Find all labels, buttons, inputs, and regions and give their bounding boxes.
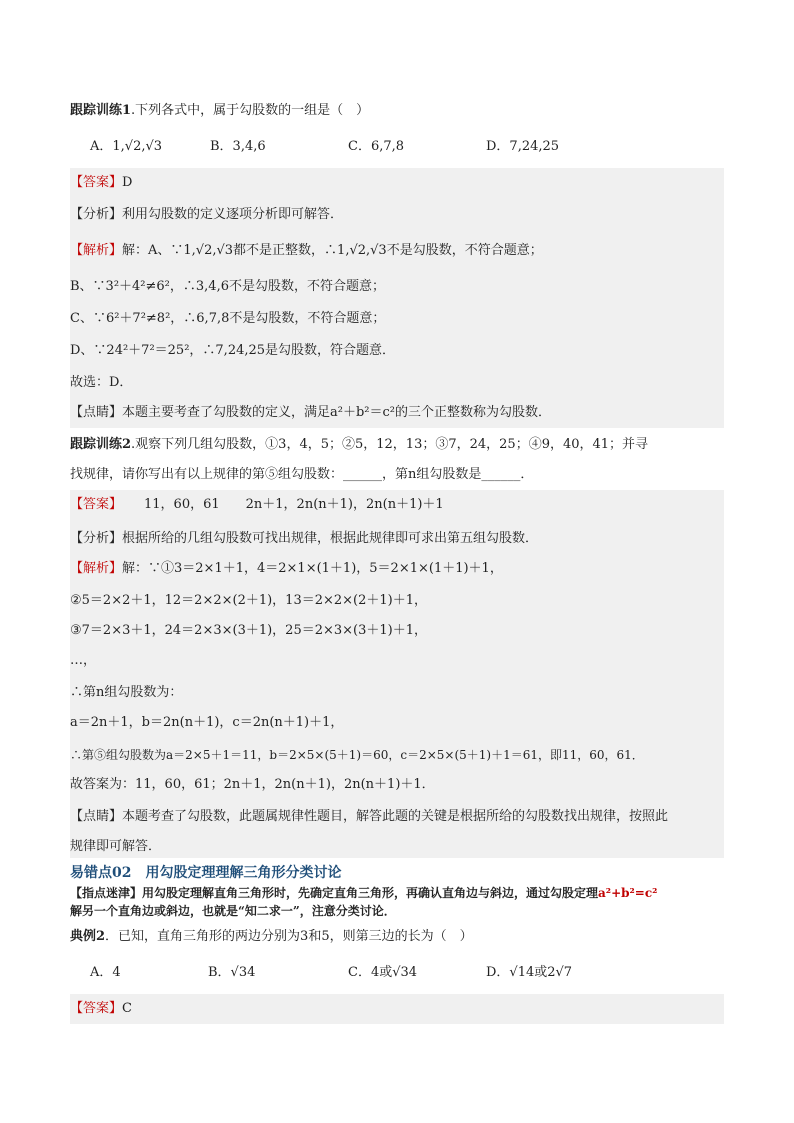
- q3-stem: [70, 928, 473, 946]
- section-tip-line1: [70, 884, 657, 902]
- q2-solution-line: ∴第⑤组勾股数为a＝2×5＋1＝11，b＝2×5×(5＋1)＝60，c＝2×5×(5＋1)＋1＝61，即11，60，61．: [70, 748, 644, 762]
- q2-stem-line1: [70, 436, 648, 454]
- analysis-tag: 【分析】: [70, 207, 123, 222]
- comment-tag: 【点睛】: [70, 809, 123, 824]
- analysis-tag: 【分析】: [70, 531, 123, 546]
- q3-solution-block: [70, 994, 724, 1024]
- q1-solution-line: 故选：D．: [70, 375, 133, 390]
- q3-option-b: B．√34: [208, 965, 256, 980]
- q2-answer: [70, 496, 444, 514]
- tip-tag: 【指点迷津】: [70, 886, 143, 900]
- answer-text: C: [122, 1001, 132, 1016]
- tip-text-2: 解另一个直角边或斜边，也就是“知二求一”，注意分类讨论．: [70, 904, 396, 918]
- q2-solution-line: …，: [70, 653, 97, 668]
- q1-analysis: [70, 206, 343, 224]
- analysis-text: 根据所给的几组勾股数可找出规律，根据此规律即可求出第五组勾股数．: [122, 531, 539, 546]
- q3-option-c: C．4或√34: [348, 965, 418, 980]
- q2-comment-line2: 规律即可解答．: [70, 839, 162, 854]
- answer-text: 11，60，61 2n＋1，2n(n＋1)，2n(n＋1)＋1: [144, 497, 444, 512]
- q2-solution-line: a＝2n＋1，b＝2n(n＋1)，c＝2n(n＋1)＋1，: [70, 715, 344, 730]
- answer-tag: 【答案】: [70, 175, 123, 190]
- q1-solution-line: B、∵3²＋4²≠6²，∴3,4,6不是勾股数，不符合题意；: [70, 279, 385, 294]
- tip-text: 用勾股定理解直角三角形时，先确定直角三角形，再确认直角边与斜边，通过勾股定理: [142, 886, 599, 900]
- comment-text: 本题主要考查了勾股数的定义，满足a²＋b²＝c²的三个正整数称为勾股数．: [122, 405, 552, 420]
- q2-comment: [70, 808, 668, 826]
- analysis-text: 利用勾股数的定义逐项分析即可解答．: [122, 207, 344, 222]
- q2-label: 跟踪训练2: [70, 437, 132, 452]
- q1-label: 跟踪训练1: [70, 103, 132, 118]
- q2-stem-line2: 找规律，请你写出有以上规律的第⑤组勾股数：______，第n组勾股数是______．: [70, 467, 534, 482]
- answer-tag: 【答案】: [70, 497, 123, 512]
- q3-option-a: A．4: [90, 965, 121, 980]
- q2-solution-line: ③7＝2×3＋1，24＝2×3×(3＋1)，25＝2×3×(3＋1)＋1，: [70, 623, 428, 638]
- q1-stem-text: .下列各式中，属于勾股数的一组是（ ）: [131, 103, 370, 118]
- q3-answer: [70, 1000, 132, 1018]
- q1-option-b: B．3,4,6: [210, 139, 266, 154]
- section-tip-line2: [70, 902, 396, 920]
- section-title: 易错点02 用勾股定理理解三角形分类讨论: [70, 865, 342, 881]
- q2-solution-line: ②5＝2×2＋1，12＝2×2×(2＋1)，13＝2×2×(2＋1)＋1，: [70, 593, 428, 608]
- q2-solution-line: ∴第n组勾股数为：: [70, 685, 183, 700]
- q1-option-c: C．6,7,8: [348, 139, 405, 154]
- q1-solution-line: C、∵6²＋7²≠8²，∴6,7,8不是勾股数，不符合题意；: [70, 311, 386, 326]
- comment-text: 本题考查了勾股数，此题属规律性题目，解答此题的关键是根据所给的勾股数找出规律，按照此: [122, 809, 669, 824]
- q1-comment: [70, 404, 551, 422]
- q1-option-d: D．7,24,25: [486, 139, 560, 154]
- q2-stem-text: .观察下列几组勾股数，①3，4，5；②5，12，13；③7，24，25；④9，40，41；并寻: [131, 437, 649, 452]
- solution-text: 解：∵①3＝2×1＋1，4＝2×1×(1＋1)，5＝2×1×(1＋1)＋1，: [122, 561, 503, 576]
- q3-option-d: D．√14或2√7: [486, 965, 573, 980]
- answer-tag: 【答案】: [70, 1001, 123, 1016]
- q3-stem-text: ．已知，直角三角形的两边分别为3和5，则第三边的长为（ ）: [105, 929, 473, 944]
- q1-solution-line: D、∵24²＋7²＝25²，∴7,24,25是勾股数，符合题意．: [70, 343, 396, 358]
- solution-tag: 【解析】: [70, 243, 123, 258]
- q1-answer: [70, 174, 132, 192]
- comment-tag: 【点睛】: [70, 405, 123, 420]
- solution-text: 解：A、∵1,√2,√3都不是正整数，∴1,√2,√3不是勾股数，不符合题意；: [122, 243, 543, 258]
- tip-formula: a²+b²=c²: [598, 886, 658, 900]
- q2-analysis: [70, 530, 538, 548]
- answer-text: D: [122, 175, 133, 190]
- q1-option-a: A．1,√2,√3: [90, 139, 163, 154]
- solution-tag: 【解析】: [70, 561, 123, 576]
- q1-solution-line: [70, 242, 543, 260]
- q2-solution-line: [70, 560, 503, 578]
- q2-solution-line: 故答案为：11，60，61；2n＋1，2n(n＋1)，2n(n＋1)＋1．: [70, 777, 435, 792]
- q3-label: 典例2: [70, 929, 106, 944]
- q1-stem: [70, 102, 369, 120]
